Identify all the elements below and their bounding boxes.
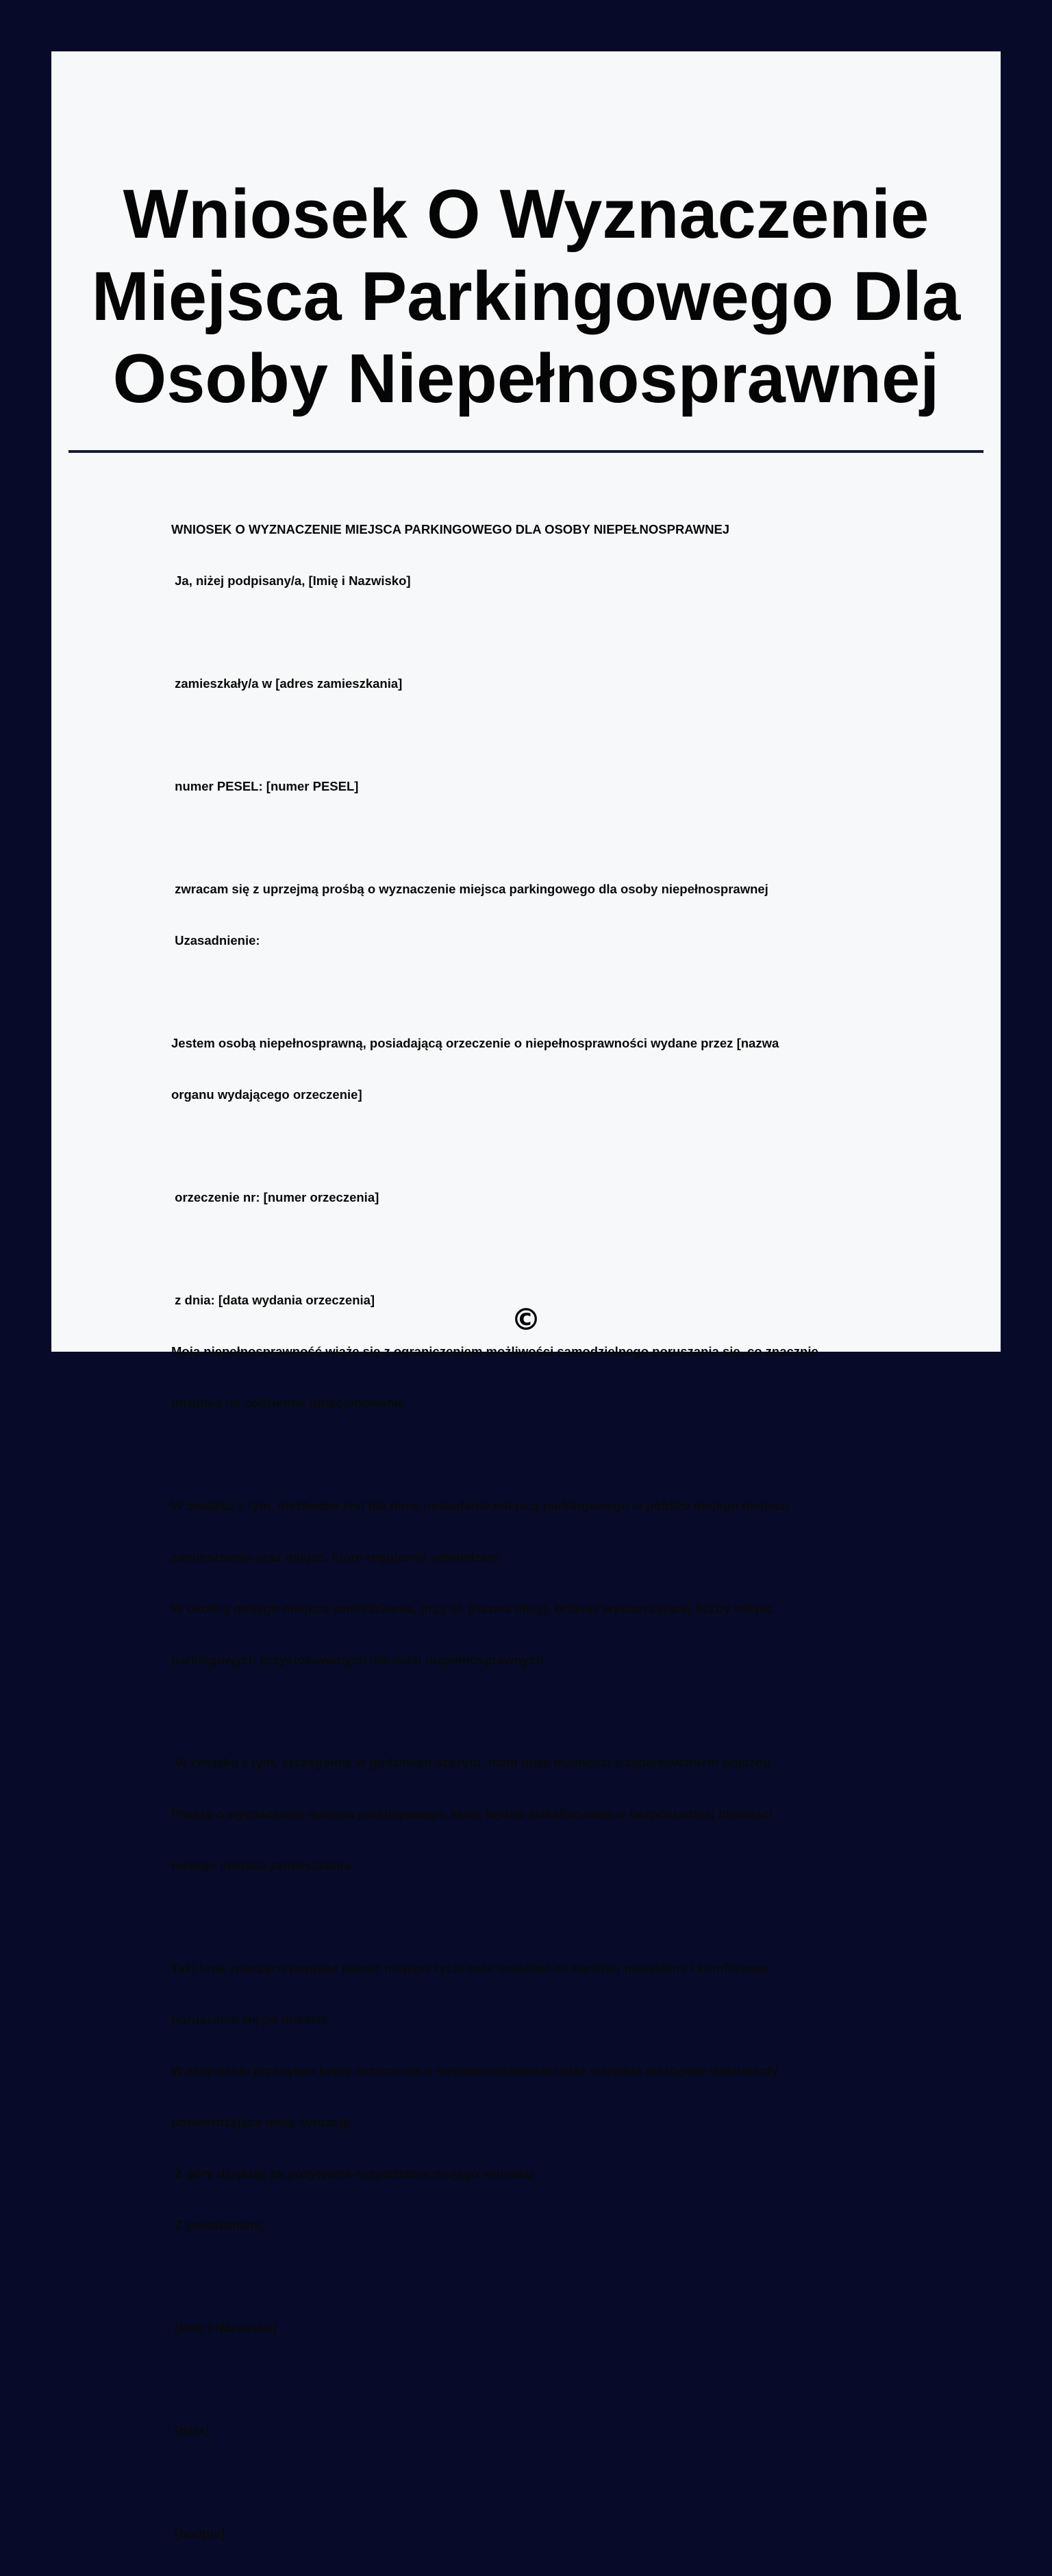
letter-line: Z góry dziękuję za pozytywne rozpatrzenie mojego wniosku bbox=[171, 2166, 534, 2181]
letter-line bbox=[171, 2473, 897, 2490]
letter-line: WNIOSEK O WYZNACZENIE MIEJSCA PARKINGOWEGO DLA OSOBY NIEPEŁNOSPRAWNEJ bbox=[171, 522, 730, 536]
letter-line: Taki krok znacząco poprawi jakość mojego życia oraz umożliwi mi bardziej niezależne i komfortowe bbox=[171, 1961, 770, 1975]
letter-line bbox=[171, 983, 897, 1000]
letter-line: organu wydającego orzeczenie] bbox=[171, 1087, 362, 1102]
letter-line: [data] bbox=[171, 2423, 210, 2438]
letter-line: W związku z tym, niezbędne jest dla mnie posiadanie miejsca parkingowego w pobliżu mojego miejsca bbox=[171, 1498, 789, 1513]
letter-line bbox=[171, 1240, 897, 1257]
document-page bbox=[51, 51, 1001, 2540]
letter-line: zamieszkania oraz miejsc, które regularnie odwiedzam bbox=[171, 1550, 500, 1564]
letter-line bbox=[171, 1702, 897, 1720]
letter-line: potwierdzające moją sytuację bbox=[171, 2115, 350, 2129]
letter-line bbox=[171, 1137, 897, 1154]
letter-line: [podpis] bbox=[171, 2526, 225, 2540]
letter-line: Proszę o wyznaczenie miejsca parkingowego, które będzie zlokalizowane w bezpośredniej bliskości bbox=[171, 1807, 773, 1821]
copyright-icon: © bbox=[511, 1302, 541, 1337]
letter-line: Uzasadnienie: bbox=[171, 933, 260, 948]
letter-line: numer PESEL: [numer PESEL] bbox=[171, 779, 359, 793]
title-divider bbox=[68, 450, 984, 453]
letter-line bbox=[171, 829, 897, 846]
letter-line bbox=[171, 1446, 897, 1463]
letter-line bbox=[171, 2370, 897, 2388]
letter-line: utrudnia mi codzienne funkcjonowanie bbox=[171, 1396, 405, 1410]
letter-line: poruszanie się po mieście bbox=[171, 2012, 329, 2027]
letter-line: orzeczenie nr: [numer orzeczenia] bbox=[171, 1190, 379, 1204]
letter-line: Ja, niżej podpisany/a, [Imię i Nazwisko] bbox=[171, 573, 411, 588]
letter-line: Jestem osobą niepełnosprawną, posiadającą orzeczenie o niepełnosprawności wydane przez [nazwa bbox=[171, 1036, 779, 1050]
letter-line: Z poważaniem, bbox=[171, 2218, 265, 2232]
letter-line: z dnia: [data wydania orzeczenia] bbox=[171, 1293, 375, 1307]
letter-line bbox=[171, 623, 897, 641]
letter-line: W związku z tym, szczególnie w godzinach szczytu, mam duże trudności z zaparkowaniem pojazdu bbox=[171, 1755, 771, 1770]
letter-line: zwracam się z uprzejmą prośbą o wyznaczenie miejsca parkingowego dla osoby niepełnosprawnej bbox=[171, 882, 768, 896]
letter-line bbox=[171, 726, 897, 743]
letter-line: Moja niepełnosprawność wiąże się z ograniczeniem możliwości samodzielnego poruszania się, co znacznie bbox=[171, 1344, 818, 1359]
document-title: Wniosek O Wyznaczenie Miejsca Parkingowego Dla Osoby Niepełnosprawnej bbox=[91, 176, 961, 417]
letter-body bbox=[171, 486, 897, 2576]
letter-line: W załączeniu przesyłam kopię orzeczenia o niepełnosprawności oraz wszelkie niezbędne dokumenty bbox=[171, 2064, 779, 2078]
letter-line bbox=[171, 2268, 897, 2285]
letter-line: zamieszkały/a w [adres zamieszkania] bbox=[171, 676, 403, 691]
letter-line: W okolicy mojego miejsca zamieszkania, przy ul. [nazwa ulicy], brakuje wystarczającej liczby miejsc bbox=[171, 1601, 774, 1615]
letter-line: mojego miejsca zamieszkania bbox=[171, 1858, 351, 1872]
letter-line: [Imię i Nazwisko] bbox=[171, 2320, 277, 2335]
letter-line: parkingowych przystosowanych dla osób niepełnosprawnych bbox=[171, 1652, 544, 1667]
letter-line bbox=[171, 1908, 897, 1925]
